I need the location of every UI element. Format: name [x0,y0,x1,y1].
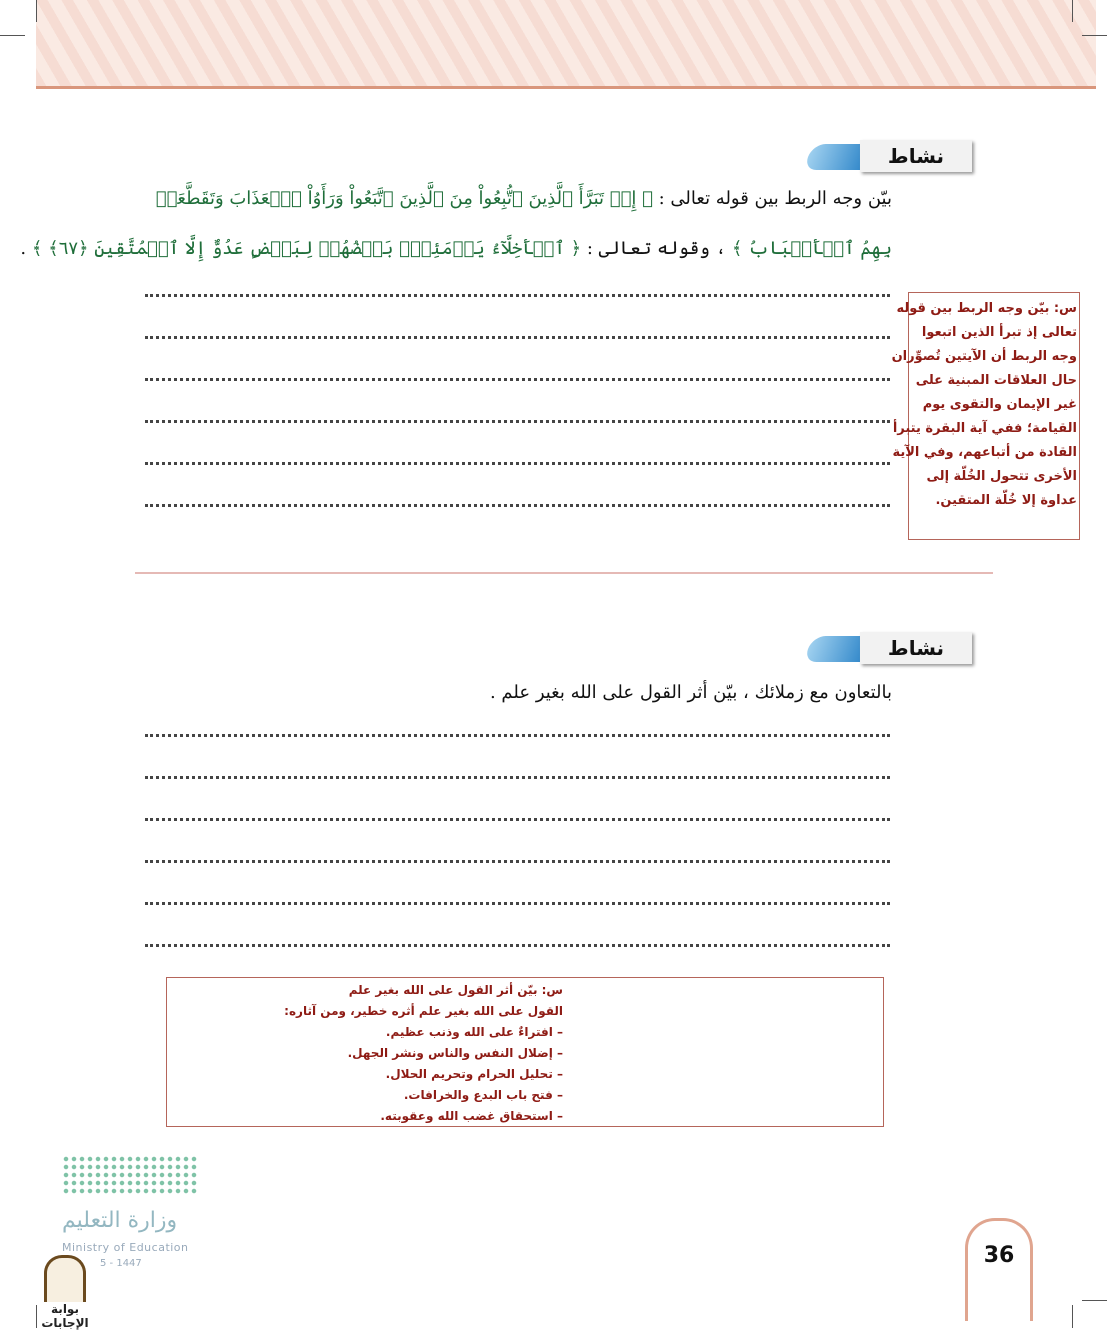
answer-line[interactable] [145,416,890,423]
answer-text: حال العلاقات المبنية على [915,373,1077,388]
answer-line[interactable] [145,374,890,381]
answer-text: تعالى إذ تبرأ الذين اتبعوا [921,325,1077,340]
activity-label: نشاط [860,632,972,664]
answer-line[interactable] [145,940,890,947]
ministry-logo-icon [62,1155,197,1195]
answer-text: الأخرى تتحول الخُلّة إلى [926,469,1077,484]
answer-line[interactable] [145,856,890,863]
edition-year: 5 - 1447 [100,1258,142,1269]
answer-box-1 [891,292,1080,540]
answer-text: – استحقاق غضب الله وعقوبته. [380,1109,563,1123]
header-rule [36,86,1096,89]
answer-line[interactable] [145,458,890,465]
answer-line[interactable] [145,500,890,507]
prompt-intro: بيّن وجه الربط بين قوله تعالى : [658,188,892,209]
answer-text: – فتح باب البدع والخرافات. [403,1088,563,1102]
answer-text: عداوة إلا خُلّة المتقين. [935,493,1077,508]
answer-line[interactable] [145,772,890,779]
verse-zukhruf: ﴿ ٱلۡأَخِلَّآءُ يَوۡمَئِذِۭ بَعۡضُهُمۡ لِبَعۡضٍ عَدُوٌّ إِلَّا ٱلۡمُتَّقِينَ ﴿٦٧﴾ ﴾ [31,238,582,259]
activity1-prompt-line2 [20,238,892,259]
answer-line[interactable] [145,730,890,737]
crop-mark [1082,1300,1107,1301]
activity-tab-2 [808,632,978,666]
answer-line[interactable] [145,898,890,905]
activity-label: نشاط [860,140,972,172]
ministry-name-ar: وزارة التعليم [62,1208,178,1233]
answer-line[interactable] [145,332,890,339]
answer-text: القادة من أتباعهم، وفي الآية [892,445,1077,460]
answer-text: غير الإيمان والتقوى يوم [922,397,1077,412]
connector-text: ، وقوله تعالى : [586,238,727,259]
crop-mark [1072,1305,1073,1328]
answer-text: – تحليل الحرام وتحريم الحلال. [385,1067,563,1081]
ministry-name-en: Ministry of Education [62,1241,189,1254]
crop-mark [1072,0,1073,22]
answer-text: القول على الله بغير علم أثره خطير، ومن آثاره: [284,1004,563,1018]
verse-baqarah: ﴿ إِذۡ تَبَرَّأَ ٱلَّذِينَ ٱتُّبِعُواْ مِنَ ٱلَّذِينَ ٱتَّبَعُواْ وَرَأَوُاْ ٱلۡعَذَابَ وَتَقَطَّعَتۡ [155,188,653,209]
building-icon [44,1255,86,1302]
answer-line[interactable] [145,290,890,297]
answer-text: القيامة؛ ففي آية البقرة يتبرأ [892,421,1077,436]
answer-line[interactable] [145,814,890,821]
answer-box-2 [166,977,884,1127]
header-banner [36,0,1096,88]
answer-text: س: بيّن وجه الربط بين قوله [896,301,1077,316]
activity2-prompt: بالتعاون مع زملائك ، بيّن أثر القول على الله بغير علم . [489,682,892,703]
answer-text: – إضلال النفس والناس ونشر الجهل. [347,1046,563,1060]
portal-name: بوابة الإجابات [41,1302,89,1330]
activity-tab-1 [808,140,978,174]
verse-baqarah-end: بِهِمُ ٱلۡأَسۡبَابُ ﴾ [731,238,892,259]
crop-mark [1082,35,1107,36]
section-divider [135,572,993,574]
portal-logo [30,1255,100,1330]
answer-text: س: بيّن أثر القول على الله بغير علم [348,983,563,997]
activity1-prompt-line1 [156,188,892,209]
answer-text: وجه الربط أن الآيتين تُصوِّران [891,349,1077,364]
answer-text: – افتراءٌ على الله وذنب عظيم. [385,1025,563,1039]
end-dot: . [20,238,27,259]
crop-mark [36,0,37,22]
crop-mark [0,35,25,36]
page-number: 36 [965,1218,1033,1321]
